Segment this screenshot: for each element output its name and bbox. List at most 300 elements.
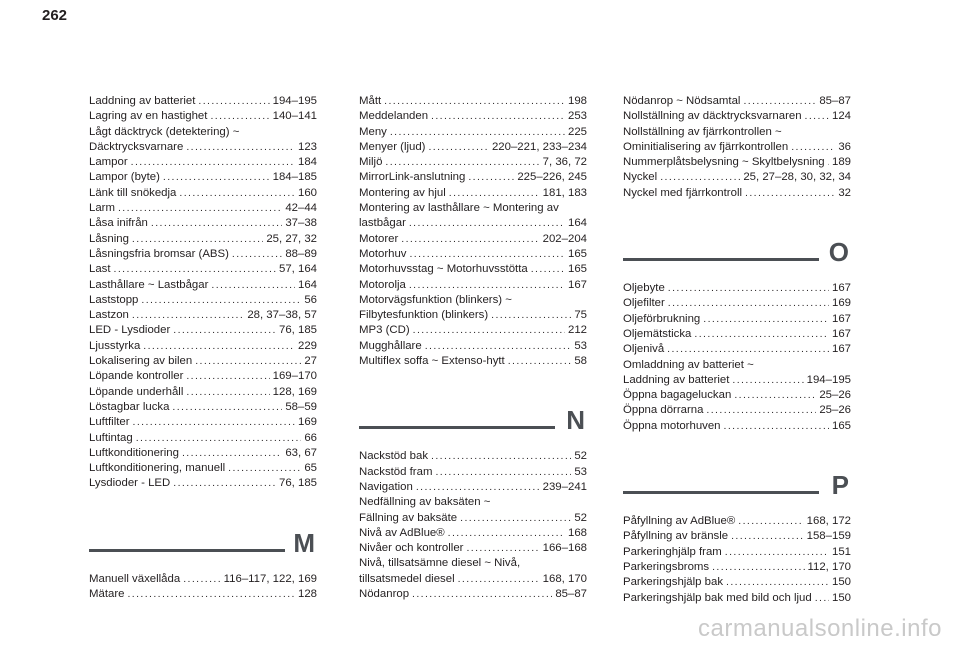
index-entry: [89, 293, 317, 308]
page-number: 262: [42, 7, 68, 24]
index-term: Luftkonditionering: [89, 446, 179, 459]
dot-leader: [745, 186, 835, 201]
dot-leader: [141, 293, 301, 308]
page-reference: 25–26: [819, 404, 851, 417]
page-reference: 184: [297, 156, 317, 169]
dot-leader: [431, 109, 565, 124]
index-entry: [359, 572, 587, 587]
page-reference: 212: [567, 324, 587, 337]
index-term: Navigation: [359, 480, 413, 493]
index-term: Multiflex soffa ~ Extenso-hytt: [359, 355, 505, 368]
index-entry-continuation: Nivå, tillsatsämne diesel ~ Nivå,: [359, 557, 521, 570]
index-term: Laddning av batteriet: [89, 95, 196, 107]
index-entry-continuation: Nedfällning av baksäten ~: [359, 496, 491, 509]
index-entry: [623, 529, 851, 544]
index-term: Oljeförbrukning: [623, 312, 701, 325]
index-entry-continuation: Nollställning av fjärrkontrollen ~: [623, 125, 782, 138]
index-term: Laddning av batteriet: [623, 373, 730, 386]
index-entry: [359, 170, 587, 185]
page-reference: 25–26: [819, 389, 851, 402]
dot-leader: [179, 186, 295, 201]
index-entry: [89, 587, 317, 602]
section-rule: [89, 549, 285, 552]
page-reference: 36: [838, 140, 851, 153]
index-term: Löstagbar lucka: [89, 400, 170, 413]
index-term: Menyer (ljud): [359, 140, 426, 153]
index-term: Lastzon: [89, 309, 129, 322]
index-entry: [359, 94, 587, 109]
dot-leader: [734, 388, 816, 403]
page-reference: 53: [574, 465, 587, 478]
index-term: Motorhuv: [359, 247, 407, 260]
index-term: Nollställning av däcktrycksvarnaren: [623, 110, 802, 123]
dot-leader: [151, 216, 282, 231]
dot-leader: [132, 308, 244, 323]
watermark: carmanualsonline.info: [698, 615, 942, 642]
dot-leader: [114, 262, 276, 277]
dot-leader: [186, 369, 269, 384]
dot-leader: [198, 94, 269, 109]
dot-leader: [173, 476, 276, 491]
page-reference: 229: [297, 339, 317, 352]
index-entry: [623, 591, 851, 606]
dot-leader: [163, 170, 270, 185]
index-entry: [89, 278, 317, 293]
index-entry: [359, 125, 587, 140]
index-term: Påfyllning av bränsle: [623, 530, 729, 543]
page-reference: 76, 185: [278, 477, 317, 490]
index-entry: [623, 373, 851, 388]
index-term: Parkeringshjälp bak med bild och ljud: [623, 591, 812, 604]
page-reference: 167: [831, 282, 851, 295]
index-entry: [89, 186, 317, 201]
page-reference: 27: [304, 355, 317, 368]
index-term: Oljenivå: [623, 343, 665, 356]
index-term: Nyckel med fjärrkontroll: [623, 186, 743, 199]
index-entry: [359, 247, 587, 262]
index-term: Motorer: [359, 232, 399, 245]
dot-leader: [232, 247, 282, 262]
page-reference: 165: [567, 263, 587, 276]
index-entry: [89, 247, 317, 262]
section-letter: P: [831, 470, 849, 501]
index-entry: [89, 201, 317, 216]
dot-leader: [136, 431, 302, 446]
page-reference: 150: [831, 591, 851, 604]
page-reference: 25, 27–28, 30, 32, 34: [743, 171, 851, 184]
index-entry: [359, 278, 587, 293]
page-reference: 88–89: [285, 247, 317, 260]
index-term: Öppna bagageluckan: [623, 389, 732, 402]
dot-leader: [412, 587, 552, 602]
index-term: Nödanrop ~ Nödsamtal: [623, 95, 741, 107]
page-reference: 85–87: [555, 588, 587, 601]
index-entry-continuation: Omladdning av batteriet ~: [623, 358, 754, 371]
dot-leader: [210, 109, 269, 124]
index-column-3: [623, 94, 851, 606]
index-term: Lokalisering av bilen: [89, 355, 193, 368]
index-term: Nivå av AdBlue®: [359, 526, 445, 539]
index-entry: [89, 572, 317, 587]
index-term: Luftkonditionering, manuell: [89, 462, 226, 475]
index-entry: [359, 449, 587, 464]
index-entry-continuation: Montering av lasthållare ~ Montering av: [359, 202, 559, 215]
index-term: Lagring av en hastighet: [89, 110, 208, 123]
index-entry: [359, 140, 587, 155]
dot-leader: [118, 201, 282, 216]
dot-leader: [390, 125, 565, 140]
dot-leader: [449, 186, 540, 201]
page-reference: 189: [831, 156, 851, 169]
page-reference: 85–87: [819, 95, 851, 107]
page-reference: 181, 183: [542, 186, 587, 199]
index-entry: [623, 170, 851, 185]
page-reference: 165: [567, 247, 587, 260]
index-entry: [623, 296, 851, 311]
index-term: Låsningsfria bromsar (ABS): [89, 247, 229, 260]
page-reference: 58–59: [285, 400, 317, 413]
index-entry: [359, 262, 587, 277]
dot-leader: [743, 94, 816, 109]
index-term: Nackstöd bak: [359, 450, 429, 463]
dot-leader: [127, 587, 295, 602]
index-term: Oljemätsticka: [623, 327, 692, 340]
index-entry: [623, 155, 851, 170]
index-entry: [89, 323, 317, 338]
index-entry: [89, 476, 317, 491]
page-reference: 63, 67: [285, 446, 317, 459]
dot-leader: [131, 155, 295, 170]
index-term: Ljusstyrka: [89, 339, 141, 352]
dot-leader: [732, 373, 803, 388]
dot-leader: [791, 140, 835, 155]
index-entry: [623, 342, 851, 357]
dot-leader: [183, 572, 220, 587]
index-entry: [623, 388, 851, 403]
page-reference: 150: [831, 576, 851, 589]
page-reference: 25, 27, 32: [266, 232, 317, 245]
page-reference: 124: [831, 110, 851, 123]
index-entry: [359, 109, 587, 124]
index-term: Motorolja: [359, 278, 406, 291]
section-letter: N: [566, 405, 585, 436]
dot-leader: [172, 400, 282, 415]
index-term: Nummerplåtsbelysning ~ Skyltbelysning: [623, 156, 825, 169]
index-entry-continuation: Lågt däcktryck (detektering) ~: [89, 125, 240, 138]
page-reference: 37–38: [285, 217, 317, 230]
section-letter: M: [293, 527, 315, 558]
section-header: [623, 467, 851, 509]
index-entry: [623, 419, 851, 434]
index-term: Parkeringshjälp bak: [623, 576, 724, 589]
index-entry: [89, 216, 317, 231]
index-entry: [89, 461, 317, 476]
dot-leader: [668, 281, 829, 296]
dot-leader: [182, 446, 282, 461]
page-reference: 32: [838, 186, 851, 199]
dot-leader: [531, 262, 565, 277]
page-reference: 75: [574, 309, 587, 322]
index-entry: [89, 170, 317, 185]
page-reference: 164: [567, 217, 587, 230]
dot-leader: [409, 278, 565, 293]
index-entry-continuation: Motorvägsfunktion (blinkers) ~: [359, 293, 512, 306]
page-reference: 128, 169: [272, 385, 317, 398]
dot-leader: [409, 247, 565, 262]
dot-leader: [384, 94, 565, 109]
section-rule: [359, 426, 555, 429]
page-reference: 184–185: [272, 171, 317, 184]
index-entry: [623, 94, 851, 109]
dot-leader: [460, 511, 571, 526]
index-entry: [359, 354, 587, 369]
index-term: Ominitialisering av fjärrkontrollen: [623, 140, 789, 153]
index-term: Miljö: [359, 156, 383, 169]
index-term: Lasthållare ~ Lastbågar: [89, 278, 209, 291]
index-term: Lysdioder - LED: [89, 477, 171, 490]
page-reference: 53: [574, 339, 587, 352]
page-reference: 58: [574, 355, 587, 368]
dot-leader: [712, 560, 804, 575]
index-entry: [359, 526, 587, 541]
index-term: MP3 (CD): [359, 324, 410, 337]
index-term: Öppna motorhuven: [623, 419, 721, 432]
page-reference: 123: [297, 140, 317, 153]
dot-leader: [132, 232, 263, 247]
section-header: [89, 525, 317, 567]
page-reference: 57, 164: [278, 263, 317, 276]
index-column-2: [359, 94, 587, 602]
page-reference: 225–226, 245: [517, 171, 587, 184]
dot-leader: [173, 323, 276, 338]
index-entry: [623, 281, 851, 296]
section-letter: O: [828, 237, 849, 268]
dot-leader: [725, 545, 829, 560]
page-reference: 225: [567, 125, 587, 138]
index-entry: [359, 186, 587, 201]
index-entry: [623, 312, 851, 327]
dot-leader: [468, 170, 514, 185]
page-reference: 28, 37–38, 57: [247, 309, 317, 322]
index-entry: [359, 232, 587, 247]
index-term: Låsa inifrån: [89, 217, 148, 230]
index-term: Luftintag: [89, 431, 133, 444]
index-term: Nackstöd fram: [359, 465, 433, 478]
index-entry: [89, 155, 317, 170]
dot-leader: [133, 415, 295, 430]
dot-leader: [211, 278, 295, 293]
index-term: Lampor: [89, 156, 128, 169]
dot-leader: [491, 308, 571, 323]
index-entry: [89, 94, 317, 109]
index-term: LED - Lysdioder: [89, 324, 171, 337]
dot-leader: [458, 572, 540, 587]
index-entry: [89, 415, 317, 430]
page-reference: 166–168: [542, 542, 587, 555]
index-term: Påfyllning av AdBlue®: [623, 515, 736, 528]
dot-leader: [195, 354, 301, 369]
dot-leader: [448, 526, 565, 541]
index-term: Last: [89, 263, 111, 276]
index-term: Laststopp: [89, 293, 139, 306]
page-reference: 167: [831, 327, 851, 340]
index-term: Länk till snökedja: [89, 186, 177, 199]
index-term: Oljefilter: [623, 297, 665, 310]
index-term: Larm: [89, 202, 115, 215]
index-entry: [623, 575, 851, 590]
index-entry: [623, 560, 851, 575]
dot-leader: [724, 419, 829, 434]
dot-leader: [828, 155, 829, 170]
index-entry: [89, 140, 317, 155]
dot-leader: [435, 465, 571, 480]
index-term: Manuell växellåda: [89, 572, 181, 585]
index-entry: [623, 514, 851, 529]
page-reference: 194–195: [806, 373, 851, 386]
page-reference: 169: [831, 297, 851, 310]
dot-leader: [805, 109, 829, 124]
index-term: Löpande underhåll: [89, 385, 184, 398]
dot-leader: [668, 296, 829, 311]
index-entry: [359, 308, 587, 323]
index-term: Mugghållare: [359, 339, 422, 352]
index-entry: [359, 155, 587, 170]
dot-leader: [815, 591, 829, 606]
page-reference: 168, 172: [806, 515, 851, 528]
index-entry: [359, 511, 587, 526]
index-term: Montering av hjul: [359, 186, 446, 199]
page-reference: 65: [304, 462, 317, 475]
page-reference: 56: [304, 293, 317, 306]
index-entry: [623, 109, 851, 124]
index-entry: [89, 308, 317, 323]
page-reference: 167: [831, 312, 851, 325]
index-entry: [89, 109, 317, 124]
index-entry: [89, 232, 317, 247]
dot-leader: [466, 541, 539, 556]
dot-leader: [660, 170, 740, 185]
index-entry: [89, 369, 317, 384]
index-term: Luftfilter: [89, 416, 130, 429]
index-term: Oljebyte: [623, 282, 665, 295]
index-term: Nyckel: [623, 171, 658, 184]
page-reference: 168, 170: [542, 572, 587, 585]
page-reference: 160: [297, 186, 317, 199]
page-reference: 202–204: [542, 232, 587, 245]
dot-leader: [731, 529, 804, 544]
index-entry: [359, 323, 587, 338]
dot-leader: [431, 449, 571, 464]
dot-leader: [413, 323, 565, 338]
index-entry: [89, 339, 317, 354]
index-entry: [89, 446, 317, 461]
dot-leader: [425, 339, 572, 354]
dot-leader: [738, 514, 803, 529]
index-term: Mått: [359, 95, 382, 107]
index-entry: [359, 541, 587, 556]
index-term: Fällning av baksäte: [359, 511, 458, 524]
dot-leader: [508, 354, 572, 369]
index-term: Parkeringsbroms: [623, 560, 710, 573]
index-term: Låsning: [89, 232, 129, 245]
index-entry: [89, 400, 317, 415]
dot-leader: [703, 312, 829, 327]
page-reference: 42–44: [285, 202, 317, 215]
dot-leader: [726, 575, 829, 590]
index-entry: [359, 587, 587, 602]
index-entry: [623, 140, 851, 155]
dot-leader: [186, 140, 295, 155]
page-reference: 66: [304, 431, 317, 444]
index-term: lastbågar: [359, 217, 406, 230]
index-term: Mätare: [89, 588, 125, 601]
index-term: tillsatsmedel diesel: [359, 572, 455, 585]
index-term: Löpande kontroller: [89, 370, 184, 383]
index-column-1: [89, 94, 317, 602]
dot-leader: [694, 327, 829, 342]
index-term: Motorhuvsstag ~ Motorhuvsstötta: [359, 263, 528, 276]
index-entry: [359, 480, 587, 495]
index-term: Meny: [359, 125, 387, 138]
dot-leader: [186, 385, 269, 400]
index-entry: [623, 186, 851, 201]
dot-leader: [667, 342, 829, 357]
page-reference: 164: [297, 278, 317, 291]
index-entry: [359, 465, 587, 480]
page-reference: 169–170: [272, 370, 317, 383]
index-entry: [623, 403, 851, 418]
index-term: Meddelanden: [359, 110, 429, 123]
index-entry: [623, 327, 851, 342]
page-reference: 52: [574, 511, 587, 524]
section-header: [359, 402, 587, 444]
dot-leader: [409, 216, 565, 231]
dot-leader: [416, 480, 540, 495]
index-term: MirrorLink-anslutning: [359, 171, 466, 184]
index-term: Däcktrycksvarnare: [89, 140, 184, 153]
page-reference: 151: [831, 545, 851, 558]
page-reference: 158–159: [806, 530, 851, 543]
page-reference: 194–195: [272, 95, 317, 107]
page-reference: 140–141: [272, 110, 317, 123]
index-term: Nödanrop: [359, 588, 410, 601]
dot-leader: [706, 403, 816, 418]
page-reference: 128: [297, 588, 317, 601]
page-reference: 167: [567, 278, 587, 291]
index-entry: [89, 262, 317, 277]
page-reference: 220–221, 233–234: [491, 140, 587, 153]
dot-leader: [385, 155, 539, 170]
index-entry: [623, 545, 851, 560]
page-reference: 168: [567, 526, 587, 539]
index-entry: [359, 216, 587, 231]
section-header: [623, 234, 851, 276]
page-reference: 198: [567, 95, 587, 107]
dot-leader: [228, 461, 301, 476]
index-entry: [89, 354, 317, 369]
dot-leader: [428, 140, 489, 155]
dot-leader: [401, 232, 539, 247]
index-entry: [359, 339, 587, 354]
page-reference: 112, 170: [807, 560, 851, 573]
page-reference: 116–117, 122, 169: [223, 572, 317, 585]
page-reference: 169: [297, 416, 317, 429]
index-term: Nivåer och kontroller: [359, 542, 464, 555]
index-term: Öppna dörrarna: [623, 404, 704, 417]
page-reference: 165: [831, 419, 851, 432]
index-term: Lampor (byte): [89, 171, 160, 184]
page-reference: 239–241: [542, 480, 587, 493]
